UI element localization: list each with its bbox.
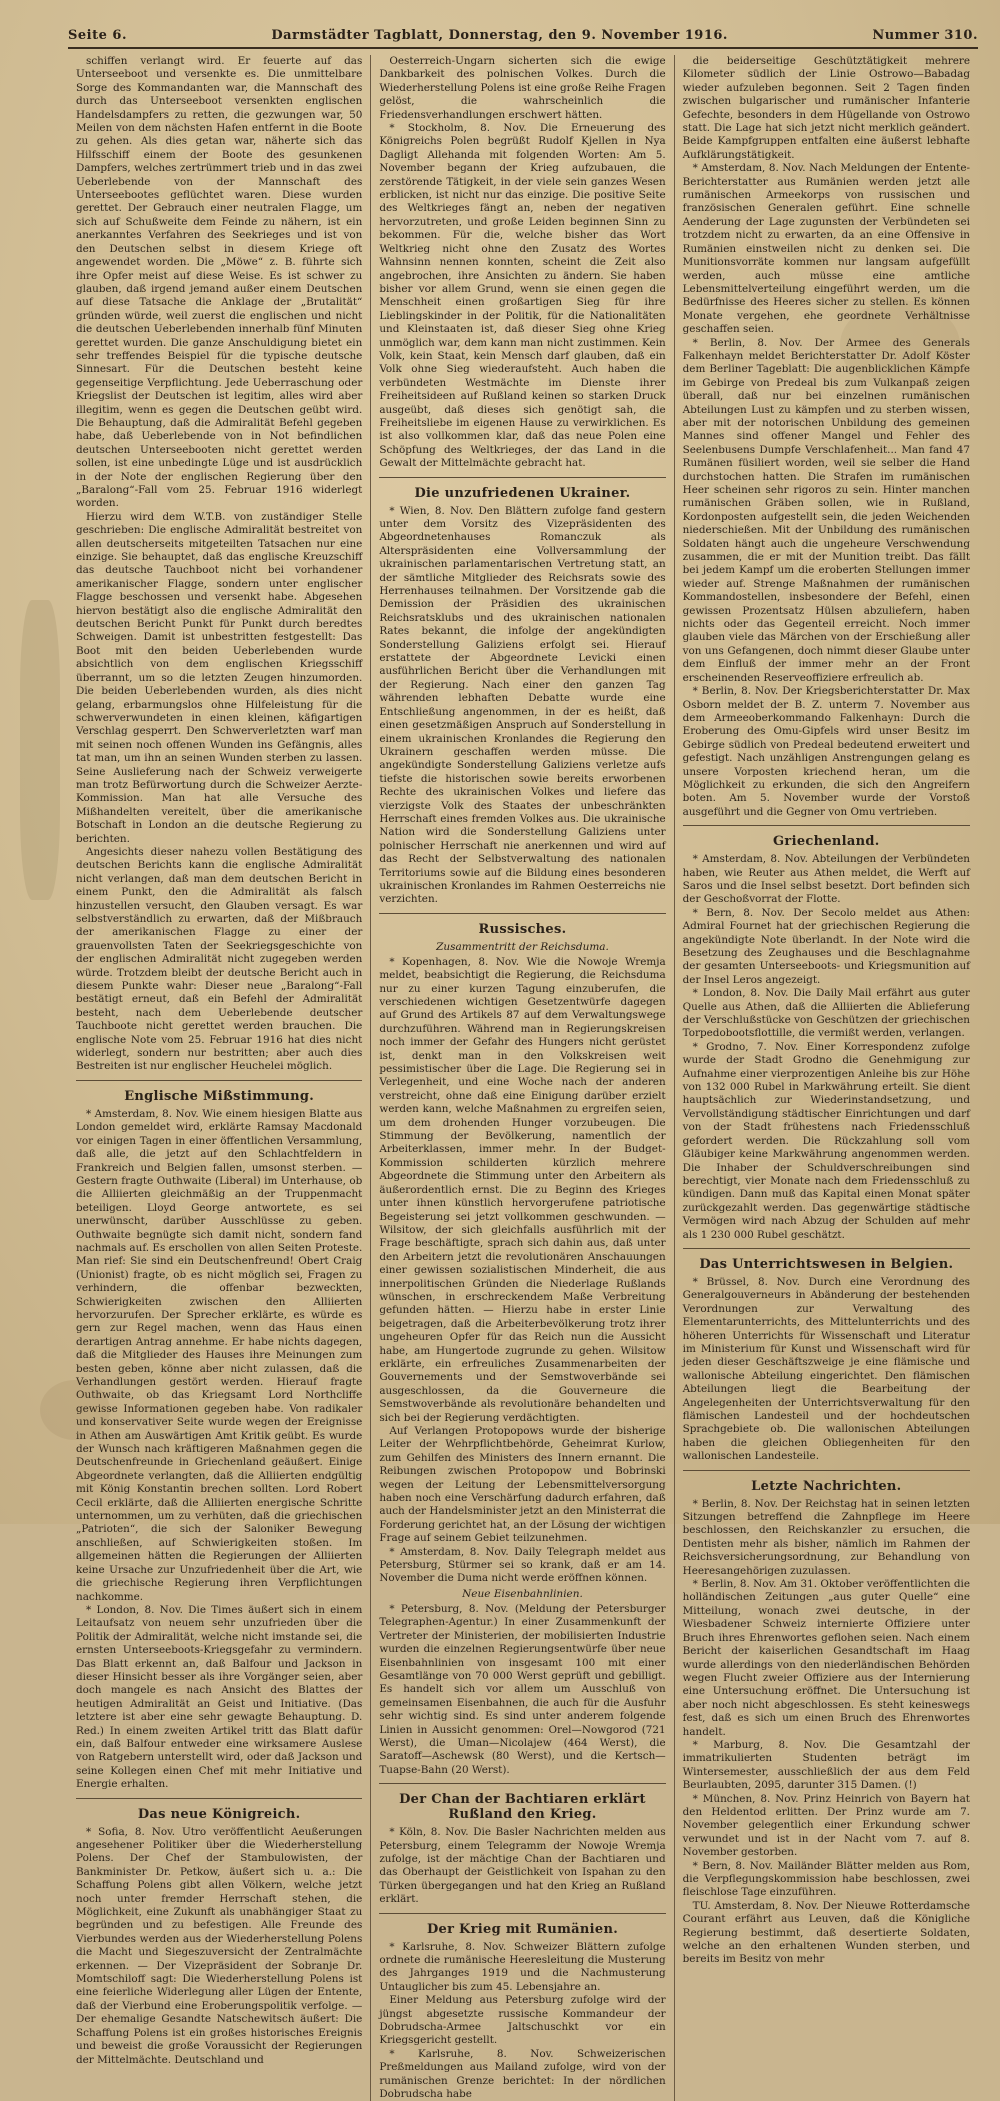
article-heading: Letzte Nachrichten. (751, 1478, 902, 1494)
article-paragraph: * Köln, 8. Nov. Die Basler Nachrichten melden aus Petersburg, einem Telegramm der Nowoje Wremja zufolge, ist der mächtige Chan der Bachtiaren und das Oberhaupt der Geistlichkeit von Ispahan zu den Türken übergegangen und hat den Krieg an Rußland erklärt. (379, 1826, 666, 1906)
article-paragraph: * Bern, 8. Nov. Der Secolo meldet aus Athen: Admiral Fournet hat der griechischen Regierung die angekündigte Note überlandt. In der Note wird die Besetzung des Zeughauses und die Beschlagnahme der gesamten Unterseeboots- und Kriegsmunition auf der Insel Leros angezeigt. (682, 906, 970, 986)
column-1 (68, 55, 371, 2101)
divider (683, 1470, 970, 1471)
article-paragraph: * Amsterdam, 8. Nov. Wie einem hiesigen Blatte aus London gemeldet wird, erklärte Ramsay Macdonald vor einigen Tagen in einer öffentlichen Versammlung, daß alle, die jetzt auf den Schlachtfeldern in Frankreich und Belgien fallen, umsonst sterben. — Gestern fragte Outhwaite (Liberal) im Unterhause, ob die Alliierten gleichmäßig an der Truppenmacht beteiligen. Lloyd George antwortete, es sei unerwünscht, darüber Ausschlüsse zu geben. Outhwaite begnügte sich damit nicht, sondern fand nachmals auf. Es erschollen von allen Seiten Proteste. Man rief: Sie sind ein Deutschenfreund! Obert Craig (Unionist) fragte, ob es nicht möglich sei, Fragen zu verhindern, die offenbar bezweckten, Schwierigkeiten zwischen den Alliierten hervorzurufen. Der Sprecher erklärte, es würde es gern zur Regel machen, wenn das Haus einen derartigen Antrag annehme. Er habe nichts dagegen, daß die Mitglieder des Hauses ihre Meinungen zum besten geben, könne aber nicht zulassen, daß die Verhandlungen gestört werden. Hierauf fragte Outhwaite, ob das Kriegsamt Lord Northcliffe gewisse Informationen gegeben habe. Von radikaler und konservativer Seite wurde wegen der Ereignisse in Athen am Auswärtigen Amt Kritik geübt. Es wurde der Wunsch nach kräftigeren Maßnahmen gegen die Deutschenfreunde in Griechenland geäußert. Einige Abgeordnete verlangten, daß die Alliierten endgültig mit König Konstantin brechen sollten. Lord Robert Cecil erklärte, daß die Alliierten energische Schritte unternommen, um zu verhüten, daß die griechischen „Patrioten“, die sich der Saloniker Bewegung anschließen, auf Schwierigkeiten stoßen. Im allgemeinen hätten die Regierungen der Alliierten keine Ursache zur Unzufriedenheit über die Art, wie die griechische Regierung ihren Verpflichtungen nachkomme. (76, 1107, 363, 1603)
article-paragraph: * Kopenhagen, 8. Nov. Wie die Nowoje Wremja meldet, beabsichtigt die Regierung, die Reichsduma nur zu einer kurzen Tagung einzuberufen, die verschiedenen wichtigen Gesetzentwürfe dagegen auf Grund des Artikels 87 auf dem Verwaltungswege durchzuführen. Während man in Regierungskreisen noch immer der Gefahr des Hungers nicht gerüstet ist, denkt man in den Volkskreisen weit pessimistischer über die Lage. Die Regierung sei in Verlegenheit, und eine Woche nach der anderen verstreicht, ohne daß eine Einigung darüber erzielt werden kann, welche Maßnahmen zu ergreifen seien, um dem drohenden Hunger vorzubeugen. Die Stimmung der Bevölkerung, namentlich der Arbeiterklassen, immer mehr. In der Budget-Kommission schilderten kürzlich mehrere Abgeordnete die Stimmung unter den Arbeitern als äußerordentlich ernst. Die zu Beginn des Krieges unter ihnen künstlich hervorgerufene patriotische Begeisterung sei jetzt vollkommen geschwunden. — Wilsitow, der sich gleichfalls ausführlich mit der Frage beschäftigte, sprach sich dahin aus, daß unter den Arbeitern jetzt die revolutionären Anschauungen einer gewissen sozialistischen Minderheit, die aus innerpolitischen Gründen die Niederlage Rußlands wünschen, in erschreckendem Maße Verbreitung gefunden hätten. — Hierzu habe in erster Linie beigetragen, daß die Arbeiterbevölkerung trotz ihrer ungeheuren Opfer für das Reich nun die Aussicht habe, am Hungertode zugrunde zu gehen. Wilsitow erklärte, ein erfreuliches Zusammenarbeiten der Gouvernements und der Semstwoverbände sei ausgeschlossen, da die Gouverneure die Semstwoverbände als revolutionäre behandelten und sich bei der Regierung verdächtigten. (379, 955, 666, 1424)
article-subheading: Neue Eisenbahnlinien. (462, 1587, 583, 1600)
article-paragraph: * München, 8. Nov. Prinz Heinrich von Bayern hat den Heldentod erlitten. Der Prinz wurde am 7. November gelegentlich einer Erkundung schwer verwundet und ist in der Nacht vom 7. auf 8. November gestorben. (682, 1792, 970, 1859)
article-paragraph: * Amsterdam, 8. Nov. Abteilungen der Verbündeten haben, wie Reuter aus Athen meldet, die Werft auf Saros und die Insel selbst besetzt. Dort befinden sich der Geschoßvorrat der Flotte. (682, 853, 970, 906)
article-heading: Griechenland. (773, 834, 880, 850)
divider (379, 913, 665, 914)
page-header (68, 28, 978, 49)
divider (379, 477, 665, 478)
article-paragraph: * Berlin, 8. Nov. Der Reichstag hat in seinen letzten Sitzungen betreffend die Zahnpflege im Heere beschlossen, den Reichskanzler zu ersuchen, die Dentisten mehr als bisher, nämlich im Rahmen der Reichsversicherungsordnung, zur Behandlung von Heeresangehörigen zuzulassen. (682, 1497, 970, 1577)
column-3 (675, 55, 978, 2101)
article-paragraph: * Marburg, 8. Nov. Die Gesamtzahl der immatrikulierten Studenten beträgt im Wintersemester, ausschließlich der aus dem Feld Beurlaubten, 2095, darunter 315 Damen. (!) (682, 1738, 970, 1792)
article-paragraph: * Amsterdam, 8. Nov. Daily Telegraph meldet aus Petersburg, Stürmer sei so krank, daß er am 14. November die Duma nicht werde eröffnen können. (379, 1545, 666, 1585)
columns (68, 55, 978, 2101)
article-paragraph: * Wien, 8. Nov. Den Blättern zufolge fand gestern unter dem Vorsitz des Vizepräsidenten des Abgeordnetenhauses Romanczuk als Alterspräsidenten eine Vollversammlung der ukrainischen parlamentarischen Vertretung statt, an der sämtliche Mitglieder des Reichsrats sowie des Herrenhauses teilnahmen. Der Vorsitzende gab die Demission der Präsidien des ukrainischen Reichsratsklubs und des ukrainischen nationalen Rates bekannt, die infolge der angekündigten Sonderstellung Galiziens erfolgt sei. Hierauf erstattete der Abgeordnete Levicki einen ausführlichen Bericht über die Verhandlungen mit der Regierung. Nach einer den ganzen Tag währenden lebhaften Debatte wurde eine Entschließung angenommen, in der es heißt, daß einen gesetzmäßigen Anspruch auf Sonderstellung in einem ukrainischen Kronlandes die Regierung den Ukrainern geschaffen werden müsse. Die angekündigte Sonderstellung Galiziens verletze aufs tiefste die historischen sowie bereits erworbenen Rechte des ukrainischen Volkes und liefere das vierzigste Volk des Staates der unbeschränkten Herrschaft eines fremden Volkes aus. Die ukrainische Nation wird die Sonderstellung Galiziens unter polnischer Herrschaft nie anerkennen und wird auf das Recht der Selbstverwaltung des nationalen Territoriums sowie auf die Bildung eines besonderen ukrainischen Kronlandes im Rahmen Oesterreichs nie verzichten. (379, 504, 666, 906)
article-paragraph: * Amsterdam, 8. Nov. Nach Meldungen der Entente-Berichterstatter aus Rumänien werden jetzt alle rumänischen Armeekorps von russischen und französischen Generalen geführt. Eine schnelle Aenderung der Lage zugunsten der Verbündeten sei trotzdem nicht zu erwarten, da an eine Offensive in Rumänien einstweilen nicht zu denken sei. Die Munitionsvorräte kommen nur langsam aufgefüllt werden, auch müsse eine amtliche Lebensmittelverteilung eingeführt werden, um die Bedürfnisse des Heeres sicher zu stellen. Es können Monate vergehen, ehe geordnete Verhältnisse geschaffen seien. (682, 162, 970, 336)
article-heading: Der Krieg mit Rumänien. (426, 1921, 619, 1937)
article-heading: Das Unterrichtswesen in Belgien. (699, 1256, 954, 1272)
article-paragraph: TU. Amsterdam, 8. Nov. Der Nieuwe Rotterdamsche Courant erfährt aus Leuven, daß die Königliche Regierung bestimmt, daß desertierte Soldaten, welche an den erhaltenen Wunden sterben, und bereits im Besitz von mehr (682, 1899, 970, 1966)
article-paragraph: Einer Meldung aus Petersburg zufolge wird der jüngst abgesetzte russische Kommandeur der Dobrudscha-Armee Jaltschuschkt vor ein Kriegsgericht gestellt. (379, 1994, 666, 2047)
article-paragraph: schiffen verlangt wird. Er feuerte auf das Unterseeboot und versenkte es. Die unmittelbare Sorge des Kommandanten war, die Mannschaft des durch das Unterseeboot versenkten englischen Handelsdampfers zu retten, die gezwungen war, 50 Meilen von dem nächsten Hafen entfernt in die Boote zu gehen. Als dies getan war, näherte sich das Hilfsschiff einem der Boote des gesunkenen Dampfers, welches zertrümmert trieb und in das zwei Ueberlebende von der Mannschaft des Unterseebootes geflüchtet waren. Diese wurden gerettet. Der Gebrauch einer neutralen Flagge, um sich auf Schußweite dem Feinde zu nähern, ist ein anerkanntes Verfahren des Seekrieges und ist von den Deutschen selbst in diesem Kriege oft angewendet worden. Die „Möwe“ z. B. führte sich ihre Opfer meist auf diese Weise. Es ist schwer zu glauben, daß irgend jemand außer einem Deutschen auf diese Tatsache die Anklage der „Brutalität“ gründen würde, weil zuerst die englischen und nicht die deutschen Ueberlebenden innerhalb fünf Minuten gerettet wurden. Die ganze Anschuldigung bietet ein sehr treffendes Beispiel für die typische deutsche Sinnesart. Für die Deutschen besteht keine gegenseitige Verpflichtung. Jede Ueberraschung oder Kriegslist der Deutschen ist legitim, alles wird aber illegitim, wenn es gegen die Deutschen geübt wird. Die Behauptung, daß die Admiralität Befehl gegeben habe, daß Ueberlebende von in Not befindlichen deutschen Unterseebooten nicht gerettet werden sollen, ist eine unbedingte Lüge und ist ausdrücklich in der Note der englischen Regierung über den „Baralong“-Fall vom 25. Februar 1916 widerlegt worden. (76, 55, 363, 510)
column-2 (371, 55, 674, 2101)
article-heading: Das neue Königreich. (137, 1806, 301, 1822)
divider (379, 1913, 665, 1914)
article-paragraph: * London, 8. Nov. Die Daily Mail erfährt aus guter Quelle aus Athen, daß die Alliierten die Ablieferung der Verschlußstücke von Geschützen der griechischen Torpedobootsflottille, die vermißt werden, verlangen. (682, 987, 970, 1040)
article-paragraph: * Berlin, 8. Nov. Der Armee des Generals Falkenhayn meldet Berichterstatter Dr. Adolf Köster dem Berliner Tageblatt: Die augenblicklichen Kämpfe im Gebirge von Predeal bis zum Vulkanpaß zeigen überall, daß nur bei einzelnen rumänischen Abteilungen Lust zu kämpfen und zu sterben wissen, aber mit der notorischen Unbildung des gemeinen Mannes sind offener Mangel und Fehler des Seelenbusens Dumpfe Verschlafenheit... Man fand 47 Rumänen füsiliert worden, weil sie selber die Hand durchstochen hatten. Die Strafen im rumänischen Heer scheinen sehr rigoros zu sein. Hinter manchen rumänischen Gräben sollen, wie in Rußland, Kordonposten aufgestellt sein, die jeden Weichenden niederschießen. Mit der Unbildung des rumänischen Soldaten hängt auch die ungeheure Verschwendung zusammen, die er mit der Munition treibt. Das fällt bei jedem Kampf um die eroberten Stellungen immer wieder auf. Strenge Maßnahmen der rumänischen Kommandostellen, insbesondere der Befehl, einen gewissen Prozentsatz Hülsen abzuliefern, haben nichts oder das Gegenteil erreicht. Noch immer glauben viele das Märchen von der Erschießung aller von uns Gefangenen, doch nimmt dieser Glaube unter dem Einfluß der immer mehr an der Front erscheinenden Reserveoffiziere erfreulich ab. (682, 336, 970, 684)
article-paragraph: * Bern, 8. Nov. Mailänder Blätter melden aus Rom, die Verpflegungskommission habe beschlossen, zwei fleischlose Tage einzuführen. (682, 1859, 970, 1899)
article-paragraph: * Petersburg, 8. Nov. (Meldung der Petersburger Telegraphen-Agentur.) In einer Zusammenkunft der Vertreter der Ministerien, der mobilisierten Industrie wurden die einzelnen Regierungsentwürfe über neue Eisenbahnlinien von insgesamt 100 mit einer Gesamtlänge von 70 000 Werst geprüft und gebilligt. Es handelt sich vor allem um Ausschluß von gemeinsamen Eisenbahnen, die auch für die Ausfuhr sehr wichtig sind. Es sind unter anderem folgende Linien in Aussicht genommen: Orel—Nowgorod (721 Werst), die Uman—Nicolajew (464 Werst), die Saratoff—Aschewsk (80 Werst), und die Kertsch—Tuapse-Bahn (20 Werst). (379, 1602, 666, 1776)
article-paragraph: * Sofia, 8. Nov. Utro veröffentlicht Aeußerungen angesehener Politiker über die Wiederherstellung Polens. Der Chef der Stambulowisten, der Bankminister Dr. Petkow, äußert sich u. a.: Die Schaffung Polens gibt allen Völkern, welche jetzt noch unter fremder Herrschaft stehen, die Möglichkeit, eine Zukunft als unabhängiger Staat zu begründen und zu befestigen. Alle Freunde des Vierbundes werden aus der Wiederherstellung Polens die Macht und Siegeszuversicht der Zentralmächte erkennen. — Der Vizepräsident der Sobranje Dr. Momtschiloff sagt: Die Wiederherstellung Polens ist eine feierliche Widerlegung aller Lügen der Entente, daß der Vierbund eine Eroberungspolitik verfolge. — Der ehemalige Gesandte Natschewitsch äußert: Die Schaffung Polens ist ein großes historisches Ereignis und beweist die große Voraussicht der Regierungen der Mittelmächte. Deutschland und (76, 1825, 363, 2066)
article-paragraph: Oesterreich-Ungarn sicherten sich die ewige Dankbarkeit des polnischen Volkes. Durch die Wiederherstellung Polens ist eine große Reihe Fragen gelöst, die wahrscheinlich die Friedensverhandlungen erschwert hätten. (379, 55, 666, 121)
article-heading: Die unzufriedenen Ukrainer. (414, 485, 631, 501)
article-paragraph: * London, 8. Nov. Die Times äußert sich in einem Leitaufsatz von neuem sehr unzufrieden über die Politik der Admiralität, welche nicht imstande sei, die ernsten Unterseeboots-Kriegsgefahr zu vermindern. Das Blatt erkennt an, daß Balfour und Jackson in dieser Hinsicht besser als ihre Vorgänger seien, aber doch mangele es nach Ansicht des Blattes der heutigen Admiralität an Geist und Initiative. (Das letztere ist aber eine sehr gewagte Behauptung. D. Red.) In einem zweiten Artikel tritt das Blatt dafür ein, daß Balfour entweder eine wirksamere Auslese von Ratgebern unterstellt wird, oder daß Jackson und seine Kollegen einen Chef mit mehr Initiative und Energie erhalten. (76, 1603, 363, 1791)
article-paragraph: * Berlin, 8. Nov. Der Kriegsberichterstatter Dr. Max Osborn meldet der B. Z. unterm 7. November aus dem Armeeoberkommando Falkenhayn: Durch die Eroberung des Omu-Gipfels wird unser Besitz im Gebirge südlich von Predeal bedeutend erweitert und gefestigt. Nach unzähligen Anstrengungen gelang es unsere Vorposten kriechend heran, um die Möglichkeit zu erkunden, die sich den Angreifern boten. Am 5. November wurde der Vorstoß ausgeführt und die Gegner von Omu vertrieben. (682, 685, 970, 818)
divider (683, 1248, 970, 1249)
divider (379, 1783, 665, 1784)
article-paragraph: Auf Verlangen Protopopows wurde der bisherige Leiter der Wehrpflichtbehörde, Geheimrat Kurlow, zum Gehilfen des Ministers des Innern ernannt. Die Reibungen zwischen Protopopow und Bobrinski wegen der Leitung der Lebensmittelversorgung haben noch eine Verschärfung dadurch erfahren, daß auch der Handelsminister jetzt an den Ministerrat die Forderung gerichtet hat, an der Lösung der wichtigen Frage auf seinem Gebiet teilzunehmen. (379, 1425, 666, 1545)
article-paragraph: * Karlsruhe, 8. Nov. Schweizerischen Preßmeldungen aus Mailand zufolge, wird von der rumänischen Grenze berichtet: In der nördlichen Dobrudscha habe (379, 2047, 666, 2101)
article-paragraph: * Berlin, 8. Nov. Am 31. Oktober veröffentlichten die holländischen Zeitungen „aus guter Quelle“ eine Mitteilung, wonach zwei deutsche, in der Wiesbadener Schweiz internierte Offiziere unter Bruch ihres Ehrenwortes geflohen seien. Nach einem Bericht der kaiserlichen Gesandtschaft im Haag wurde allerdings von den niederländischen Behörden wegen Flucht zweier Offiziere aus der Internierung eine Untersuchung eröffnet. Die Untersuchung ist aber noch nicht abgeschlossen. Es steht keineswegs fest, daß es sich um einen Bruch des Ehrenwortes handelt. (682, 1578, 970, 1738)
issue-number: Nummer 310. (872, 28, 978, 43)
article-paragraph: Hierzu wird dem W.T.B. von zuständiger Stelle geschrieben: Die englische Admiralität bestreitet von allen deutscherseits mitgeteilten Tatsachen nur eine einzige. Sie behauptet, daß das englische Kreuzschiff das deutsche Tauchboot nicht bei vorhandener amerikanischer Flagge, sondern unter englischer Flagge beschossen und versenkt habe. Abgesehen hiervon bestätigt also die englische Admiralität den deutschen Bericht Punkt für Punkt durch beredtes Schweigen. Damit ist unbestritten festgestellt: Das Boot mit den beiden Ueberlebenden wurde absichtlich von dem englischen Kriegsschiff überrannt, um so die letzten Zeugen hinzumorden. Die beiden Ueberlebenden wurden, als dies nicht gelang, erbarmungslos ohne Hilfeleistung für die schwerverwundeten in einen kleinen, käfigartigen Verschlag gesperrt. Den Schwerverletzten warf man mit seinen noch offenen Wunden ins Gefängnis, alles tat man, um ihn an seinen Wunden sterben zu lassen. Seine Auslieferung nach der Schweiz verweigerte man trotz Befürwortung durch die Schweizer Aerzte-Kommission. Man hat alle Versuche des Mißhandelten vereitelt, über die amerikanische Botschaft in London an die deutsche Regierung zu berichten. (76, 510, 363, 845)
article-paragraph: * Stockholm, 8. Nov. Die Erneuerung des Königreichs Polen begrüßt Rudolf Kjellen in Nya Dagligt Allehanda mit folgenden Worten: Am 5. November begann der Krieg aufzubauen, die zerstörende Tätigkeit, in der viele sein ganzes Wesen erblicken, ist nicht nur das einzige. Die positive Seite des Weltkrieges fängt an, neben der negativen hervorzutreten, und große Leiden beginnen Sinn zu bekommen. Für die, welche bisher das Wort Weltkrieg nicht ohne den Zusatz des Wortes Wahnsinn nennen konnten, scheint die Zeit also angebrochen, ihre Ansichten zu ändern. Sie haben bisher vor allem Grund, wenn sie einen gegen die Menschheit einen großartigen Sieg für ihre Lieblingskinder in der Politik, für die Nationalitäten und Kleinstaaten ist, daß dieser Sieg ohne Krieg unmöglich war, dem kann man nicht zustimmen. Kein Volk, kein Staat, kein Mensch darf glauben, daß ein Volk ohne Sieg wiederaufsteht. Auch haben die verbündeten Westmächte im Dienste ihrer Freiheitsideen auf Rußland keinen so starken Druck ausgeübt, daß dieses sich genötigt sah, die Freiheitsliebe im eigenen Hause zu verwirklichen. Es ist also vollkommen klar, daß das neue Polen eine Schöpfung des Weltkrieges, der das Land in die Gewalt der Mittelmächte gebracht hat. (379, 122, 666, 470)
article-heading: Englische Mißstimmung. (124, 1088, 315, 1104)
divider (683, 825, 970, 826)
article-paragraph: * Grodno, 7. Nov. Einer Korrespondenz zufolge wurde der Stadt Grodno die Genehmigung zur Aufnahme einer vierprozentigen Anleihe bis zur Höhe von 132 000 Rubel in Markwährung erteilt. Sie dient hauptsächlich zur Wiederinstandsetzung, und Vervollständigung städtischer Einrichtungen und darf von der Stadt frühestens nach Friedensschluß gefordert werden. Die Rückzahlung soll vom Gläubiger keine Markwährung angenommen werden. Die Inhaber der Schuldverschreibungen sind berechtigt, vier Monate nach dem Friedensschluß zu kündigen. Dann muß das Kapital einen Monat später zurückgezahlt werden. Das gegenwärtige städtische Vermögen wird nach Abzug der Schulden auf mehr als 1 230 000 Rubel geschätzt. (682, 1040, 970, 1241)
divider (76, 1798, 362, 1799)
article-paragraph: Angesichts dieser nahezu vollen Bestätigung des deutschen Berichts kann die englische Admiralität nicht verlangen, daß man dem deutschen Bericht in einem Punkt, den die Admiralität als falsch hinzustellen versucht, den Glauben versagt. Es war selbstverständlich zu erwarten, daß der Mißbrauch der amerikanischen Flagge zu einer der grauenvollsten Taten der Seekriegsgeschichte von der englischen Admiralität nicht zugegeben werden würde. Trotzdem bleibt der deutsche Bericht auch in diesem Punkte wahr: Dieser neue „Baralong“-Fall bestätigt erneut, daß ein Befehl der Admiralität besteht, nach dem Ueberlebende deutscher Tauchboote nicht gerettet werden brauchen. Die englische Note vom 25. Februar 1916 hat dies nicht widerlegt, sondern nur bestritten; aber auch dies Bestreiten ist nur englischer Heuchelei möglich. (76, 845, 363, 1073)
article-subheading: Zusammentritt der Reichsduma. (436, 940, 609, 953)
article-paragraph: die beiderseitige Geschütztätigkeit mehrere Kilometer südlich der Linie Ostrowo—Babadag wieder aufzuleben begonnen. Seit 2 Tagen finden zwischen bulgarischer und rumänischer Infanterie Gefechte, besonders in dem Hügellande von Ostrowo statt. Die Lage hat sich jetzt nicht merklich geändert. Beide Kampfgruppen entfalten eine äußerst lebhafte Aufklärungstätigkeit. (682, 55, 970, 161)
page-label: Seite 6. (68, 28, 127, 43)
divider (76, 1080, 362, 1081)
paper-title: Darmstädter Tagblatt, Donnerstag, den 9. November 1916. (271, 28, 728, 43)
article-paragraph: * Brüssel, 8. Nov. Durch eine Verordnung des Generalgouverneurs in Abänderung der bestehenden Verordnungen zur Verwaltung des Elementarunterrichts, des Mittelunterrichts und des höheren Unterrichts für Wissenschaft und Literatur im Ministerium für Kunst und Wissenschaft wird für jeden dieser Geschäftszweige je eine flämische und wallonische Abteilung eingerichtet. Den flämischen Abteilungen liegt die Bearbeitung der Angelegenheiten der Unterrichtsverwaltung für den flämischen Landesteil und der hochdeutschen Sprachgebiete ob. Die wallonischen Abteilungen haben die gleichen Obliegenheiten für den wallonischen Landesteile. (682, 1275, 970, 1463)
article-paragraph: * Karlsruhe, 8. Nov. Schweizer Blättern zufolge ordnete die rumänische Heeresleitung die Musterung des Jahrganges 1919 und die Nachmusterung Untauglicher bis zum 45. Lebensjahre an. (379, 1940, 666, 1993)
article-heading: Der Chan der Bachtiaren erklärt Rußland den Krieg. (399, 1792, 646, 1823)
article-heading: Russisches. (478, 921, 567, 937)
